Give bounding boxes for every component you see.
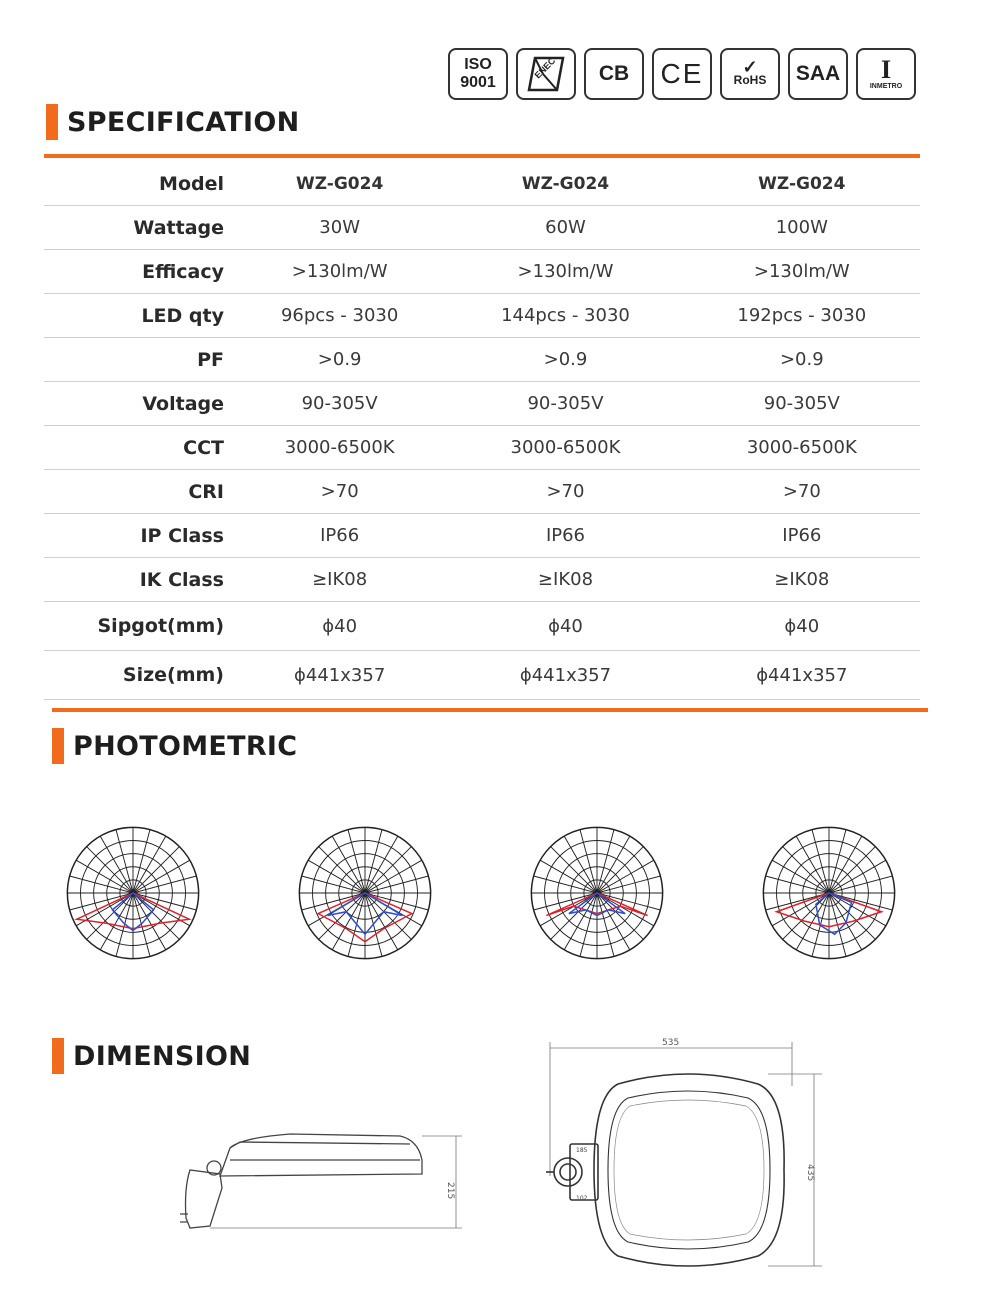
photometric-rule: [52, 708, 928, 712]
polar-diagram-1: [58, 818, 208, 968]
spec-row: [44, 294, 920, 338]
spec-row: [44, 250, 920, 294]
spec-value: ϕ40: [232, 602, 447, 651]
side-view-luminaire: [180, 1134, 422, 1228]
polar-diagram-3: [522, 818, 672, 968]
enec-mark-icon: [521, 52, 571, 96]
iso-9001-logo: [448, 48, 508, 100]
dimension-title: DIMENSION: [73, 1040, 252, 1072]
spec-label: LED qty: [44, 294, 232, 338]
spec-row: [44, 514, 920, 558]
spec-value: ϕ441x357: [232, 651, 447, 700]
bracket-label-a: 185: [576, 1147, 588, 1154]
inmetro-logo: [856, 48, 916, 100]
spec-value: ≥IK08: [684, 558, 920, 602]
spec-value: 30W: [232, 206, 447, 250]
spec-value: IP66: [232, 514, 447, 558]
heading-accent-bar: [52, 1038, 64, 1074]
width-dimension-line: [550, 1042, 792, 1176]
spec-row: [44, 382, 920, 426]
saa-text: SAA: [795, 62, 841, 85]
spec-row: [44, 426, 920, 470]
cb-text: CB: [598, 62, 630, 85]
ce-logo: [652, 48, 712, 100]
heading-accent-bar: [46, 104, 58, 140]
spec-row: [44, 470, 920, 514]
spec-value: WZ-G024: [447, 162, 683, 206]
spec-value: IP66: [447, 514, 683, 558]
spec-value: ≥IK08: [232, 558, 447, 602]
spec-value: ≥IK08: [447, 558, 683, 602]
spec-value: 144pcs - 3030: [447, 294, 683, 338]
photometric-title: PHOTOMETRIC: [73, 730, 298, 762]
spec-value: 192pcs - 3030: [684, 294, 920, 338]
iso-number: 9001: [460, 74, 496, 91]
spec-value: 3000-6500K: [684, 426, 920, 470]
inmetro-text: INMETRO: [869, 83, 903, 90]
spec-label: Efficacy: [44, 250, 232, 294]
spec-value: 90-305V: [232, 382, 447, 426]
spec-value: WZ-G024: [232, 162, 447, 206]
polar-diagram-2: [290, 818, 440, 968]
top-view-luminaire: [546, 1074, 784, 1266]
width-label: 535: [662, 1038, 680, 1048]
depth-label: 435: [805, 1164, 815, 1182]
cb-logo: [584, 48, 644, 100]
rohs-logo: [720, 48, 780, 100]
top-view-drawing: [538, 1036, 838, 1276]
spec-label: Model: [44, 162, 232, 206]
spec-value: 96pcs - 3030: [232, 294, 447, 338]
spec-value: >0.9: [684, 338, 920, 382]
specification-rule: [44, 154, 920, 158]
rohs-text: RoHS: [733, 73, 767, 87]
spec-label: PF: [44, 338, 232, 382]
height-label: 215: [445, 1182, 455, 1200]
spec-value: 3000-6500K: [447, 426, 683, 470]
certification-logos: [448, 48, 916, 100]
specification-heading: [46, 104, 300, 140]
spec-value: >0.9: [232, 338, 447, 382]
spec-value: 100W: [684, 206, 920, 250]
height-dimension-line: [210, 1136, 462, 1228]
spec-value: WZ-G024: [684, 162, 920, 206]
spec-row: [44, 206, 920, 250]
spec-value: >130lm/W: [447, 250, 683, 294]
spec-row: [44, 602, 920, 651]
enec-logo: [516, 48, 576, 100]
spec-value: ϕ441x357: [684, 651, 920, 700]
spec-label: Sipgot(mm): [44, 602, 232, 651]
spec-value: >70: [684, 470, 920, 514]
inmetro-mark-icon: I: [880, 55, 892, 84]
spec-label: IP Class: [44, 514, 232, 558]
photometric-heading: [52, 728, 297, 764]
spec-row: [44, 651, 920, 700]
spec-row: [44, 162, 920, 206]
spec-row: [44, 558, 920, 602]
spec-label: CRI: [44, 470, 232, 514]
spec-label: Wattage: [44, 206, 232, 250]
spec-value: 3000-6500K: [232, 426, 447, 470]
heading-accent-bar: [52, 728, 64, 764]
spec-value: 90-305V: [447, 382, 683, 426]
spec-value: >130lm/W: [684, 250, 920, 294]
spec-label: CCT: [44, 426, 232, 470]
spec-value: >70: [447, 470, 683, 514]
spec-value: 60W: [447, 206, 683, 250]
spec-row: [44, 338, 920, 382]
iso-text: ISO: [464, 56, 492, 73]
saa-logo: [788, 48, 848, 100]
ce-text: CE: [660, 58, 704, 89]
spec-label: Voltage: [44, 382, 232, 426]
bracket-label-b: 102: [576, 1195, 588, 1202]
spec-value: ϕ40: [684, 602, 920, 651]
spec-label: IK Class: [44, 558, 232, 602]
spec-value: IP66: [684, 514, 920, 558]
spec-value: 90-305V: [684, 382, 920, 426]
spec-value: >130lm/W: [232, 250, 447, 294]
specification-title: SPECIFICATION: [67, 106, 300, 138]
side-view-drawing: [170, 1118, 470, 1238]
polar-diagram-4: [754, 818, 904, 968]
rohs-check-icon: ✓: [742, 57, 758, 77]
spec-table: [44, 162, 920, 700]
spec-value: >0.9: [447, 338, 683, 382]
spec-table-body: [44, 162, 920, 700]
spec-value: ϕ441x357: [447, 651, 683, 700]
enec-text: ENEC: [532, 55, 558, 81]
spec-value: >70: [232, 470, 447, 514]
spec-value: ϕ40: [447, 602, 683, 651]
dimension-heading: [52, 1038, 251, 1074]
spec-label: Size(mm): [44, 651, 232, 700]
